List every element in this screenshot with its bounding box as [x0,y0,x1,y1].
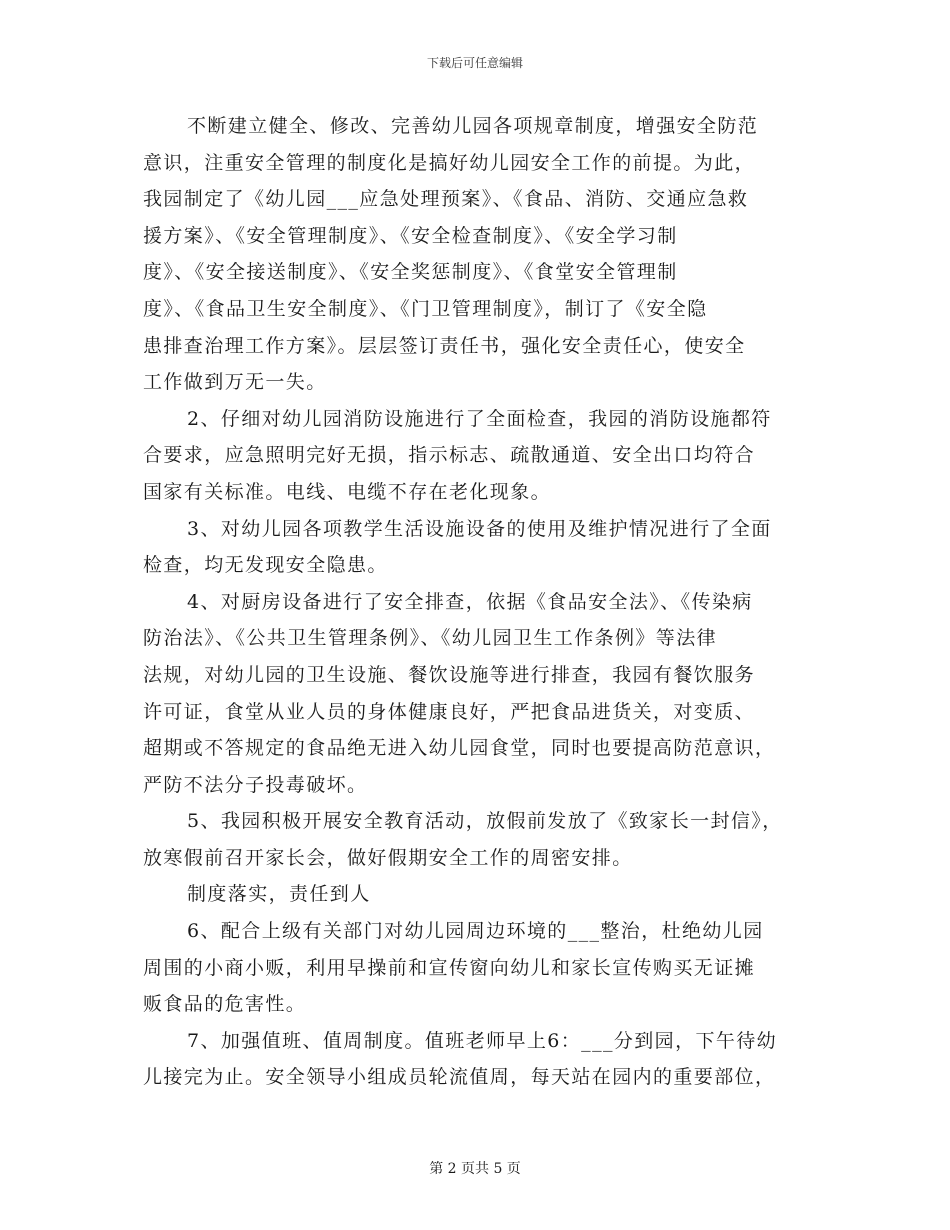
paragraph-line: 周围的小商小贩，利用早操前和宣传窗向幼儿和家长宣传购买无证摊 [143,956,756,979]
paragraph-line: 度》、《食品卫生安全制度》、《门卫管理制度》，制订了《安全隐 [143,297,708,320]
paragraph-line: 合要求，应急照明完好无损，指示标志、疏散通道、安全出口均符合 [143,444,756,467]
paragraph-line: 儿接完为止。安全领导小组成员轮流值周，每天站在园内的重要部位， [143,1066,776,1089]
paragraph-line: 国家有关标准。电线、电缆不存在老化现象。 [143,480,552,503]
paragraph-line: 意识，注重安全管理的制度化是搞好幼儿园安全工作的前提。为此， [143,151,756,174]
paragraph-line: 超期或不答规定的食品绝无进入幼儿园食堂，同时也要提高防范意识， [143,737,776,760]
paragraph-line: 放寒假前召开家长会，做好假期安全工作的周密安排。 [143,846,633,869]
paragraph-line: 3、对幼儿园各项教学生活设施设备的使用及维护情况进行了全面 [187,517,772,540]
paragraph-line: 援方案》、《安全管理制度》、《安全检查制度》、《安全学习制 [143,224,678,247]
paragraph-line: 2、仔细对幼儿园消防设施进行了全面检查，我园的消防设施都符 [187,407,772,430]
paragraph-line: 贩食品的危害性。 [143,993,307,1016]
paragraph-line: 我园制定了《幼儿园___应急处理预案》、《食品、消防、交通应急救 [143,188,749,211]
section-heading: 制度落实，责任到人 [187,883,371,906]
paragraph-line: 患排查治理工作方案》。层层签订责任书，强化安全责任心，使安全 [143,334,746,357]
paragraph-line: 法规，对幼儿园的卫生设施、餐饮设施等进行排查，我园有餐饮服务 [143,663,756,686]
paragraph-line: 6、配合上级有关部门对幼儿园周边环境的___整治，杜绝幼儿园 [187,920,764,943]
paragraph-line: 7、加强值班、值周制度。值班老师早上6：___分到园，下午待幼 [187,1029,778,1052]
paragraph-line: 4、对厨房设备进行了安全排查，依据《食品安全法》、《传染病 [187,590,753,613]
page-header: 下载后可任意编辑 [426,56,523,70]
paragraph-line: 不断建立健全、修改、完善幼儿园各项规章制度，增强安全防范 [187,115,759,137]
paragraph-line: 严防不法分子投毒破坏。 [143,773,368,796]
paragraph-line: 防治法》、《公共卫生管理条例》、《幼儿园卫生工作条例》等法律 [143,627,718,650]
paragraph-line: 工作做到万无一失。 [143,371,327,394]
paragraph-line: 许可证，食堂从业人员的身体健康良好，严把食品进货关，对变质、 [143,700,756,723]
paragraph-line: 5、我园积极开展安全教育活动，放假前发放了《致家长一封信》， [187,810,783,833]
paragraph-line: 检查，均无发现安全隐患。 [143,554,388,577]
paragraph-line: 度》、《安全接送制度》、《安全奖惩制度》、《食堂安全管理制 [143,261,678,284]
document-body [143,108,808,1096]
page-footer: 第 2 页共 5 页 [429,1161,521,1177]
